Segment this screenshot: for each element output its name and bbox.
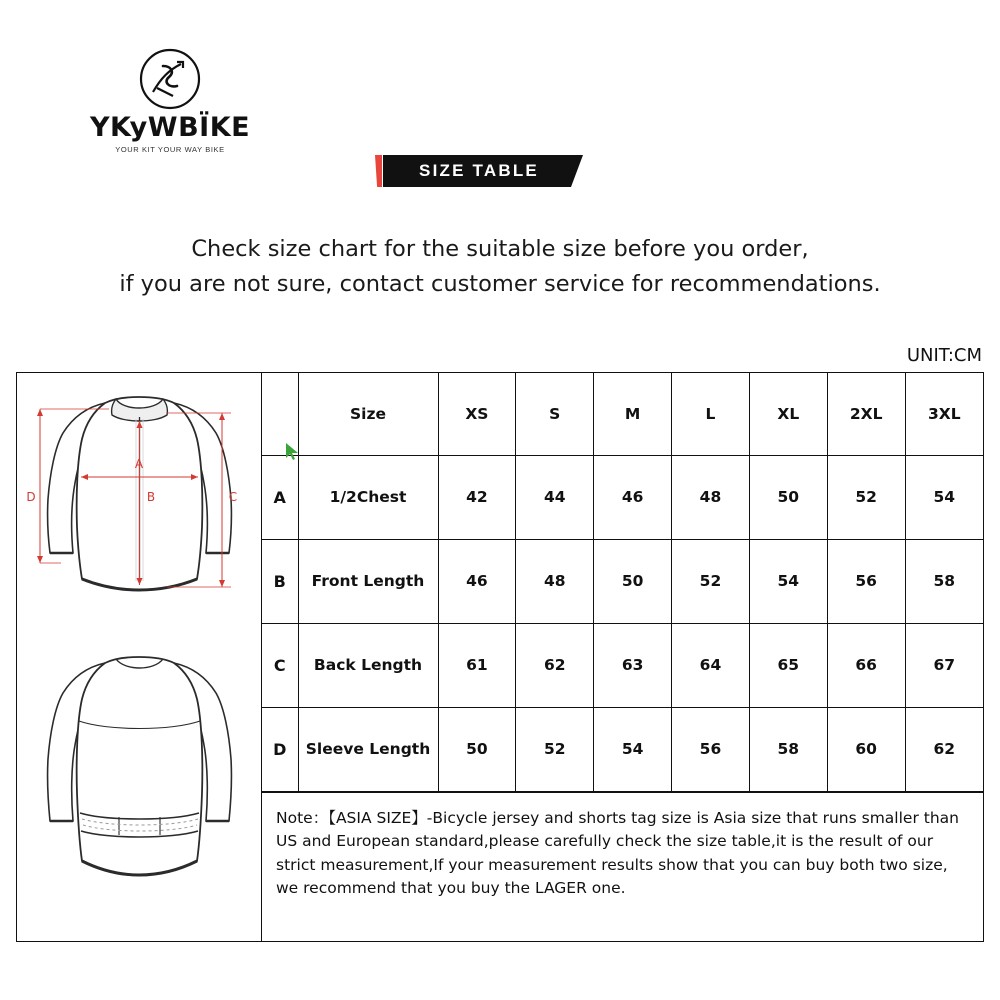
row-label: Sleeve Length (298, 707, 438, 791)
header-xl: XL (749, 373, 827, 455)
cell-value: 54 (749, 539, 827, 623)
cell-value: 60 (827, 707, 905, 791)
cell-value: 65 (749, 623, 827, 707)
size-note: Note：【ASIA SIZE】-Bicycle jersey and shorts tag size is Asia size that runs smaller than US and European standard,please carefully check the size table,it is the result of our strict measurement,If your measurement results show that you can buy both two size, we recommend that you buy the LAGER one. (262, 792, 983, 942)
cell-value: 66 (827, 623, 905, 707)
row-letter: C (262, 623, 298, 707)
header-xs: XS (438, 373, 516, 455)
table-row (262, 455, 983, 539)
intro-line-2: if you are not sure, contact customer service for recommendations. (119, 270, 881, 297)
cell-value: 52 (516, 707, 594, 791)
intro-line-1: Check size chart for the suitable size before you order, (191, 236, 809, 262)
table-header-row (262, 373, 983, 455)
size-table-banner (383, 155, 583, 187)
header-size: Size (298, 373, 438, 455)
size-table-pane (262, 373, 983, 941)
row-label: 1/2Chest (298, 455, 438, 539)
header-s: S (516, 373, 594, 455)
row-label: Front Length (298, 539, 438, 623)
cell-value: 63 (594, 623, 672, 707)
header-2xl: 2XL (827, 373, 905, 455)
row-letter: D (262, 707, 298, 791)
size-table (262, 373, 983, 792)
cell-value: 52 (672, 539, 750, 623)
cycling-jersey-front-icon (17, 377, 262, 635)
intro-text (0, 232, 1000, 302)
table-row (262, 539, 983, 623)
cell-value: 62 (516, 623, 594, 707)
cell-value: 62 (905, 707, 983, 791)
cell-value: 67 (905, 623, 983, 707)
row-letter: A (262, 455, 298, 539)
header-m: M (594, 373, 672, 455)
table-row (262, 623, 983, 707)
svg-text:C: C (228, 490, 238, 504)
brand-wordmark: YKyWBÏKE (89, 112, 251, 143)
ykywbike-monogram-icon (139, 48, 201, 110)
cell-value: 46 (438, 539, 516, 623)
cell-value: 50 (749, 455, 827, 539)
svg-text:A: A (134, 457, 144, 471)
svg-text:D: D (26, 490, 36, 504)
cell-value: 58 (749, 707, 827, 791)
cell-value: 64 (672, 623, 750, 707)
cycling-jersey-back-icon (17, 635, 262, 935)
banner-accent-shape (375, 155, 382, 187)
cell-value: 52 (827, 455, 905, 539)
row-letter: B (262, 539, 298, 623)
header-l: L (672, 373, 750, 455)
cell-value: 54 (905, 455, 983, 539)
cell-value: 48 (516, 539, 594, 623)
cell-value: 50 (438, 707, 516, 791)
unit-label: UNIT:CM (906, 345, 982, 366)
header-3xl: 3XL (905, 373, 983, 455)
banner-title: SIZE TABLE (419, 161, 539, 180)
size-chart-frame (16, 372, 984, 942)
cell-value: 48 (672, 455, 750, 539)
cell-value: 42 (438, 455, 516, 539)
cell-value: 46 (594, 455, 672, 539)
cell-value: 56 (827, 539, 905, 623)
cell-value: 61 (438, 623, 516, 707)
cell-value: 44 (516, 455, 594, 539)
cell-value: 54 (594, 707, 672, 791)
brand-tagline: YOUR KIT YOUR WAY BIKE (115, 145, 225, 154)
cell-value: 58 (905, 539, 983, 623)
row-label: Back Length (298, 623, 438, 707)
table-row (262, 707, 983, 791)
cell-value: 50 (594, 539, 672, 623)
cell-value: 56 (672, 707, 750, 791)
brand-logo (60, 48, 280, 154)
pointer-arrow-icon (286, 443, 300, 466)
jersey-illustration-panel (17, 373, 262, 941)
svg-text:B: B (146, 490, 156, 504)
